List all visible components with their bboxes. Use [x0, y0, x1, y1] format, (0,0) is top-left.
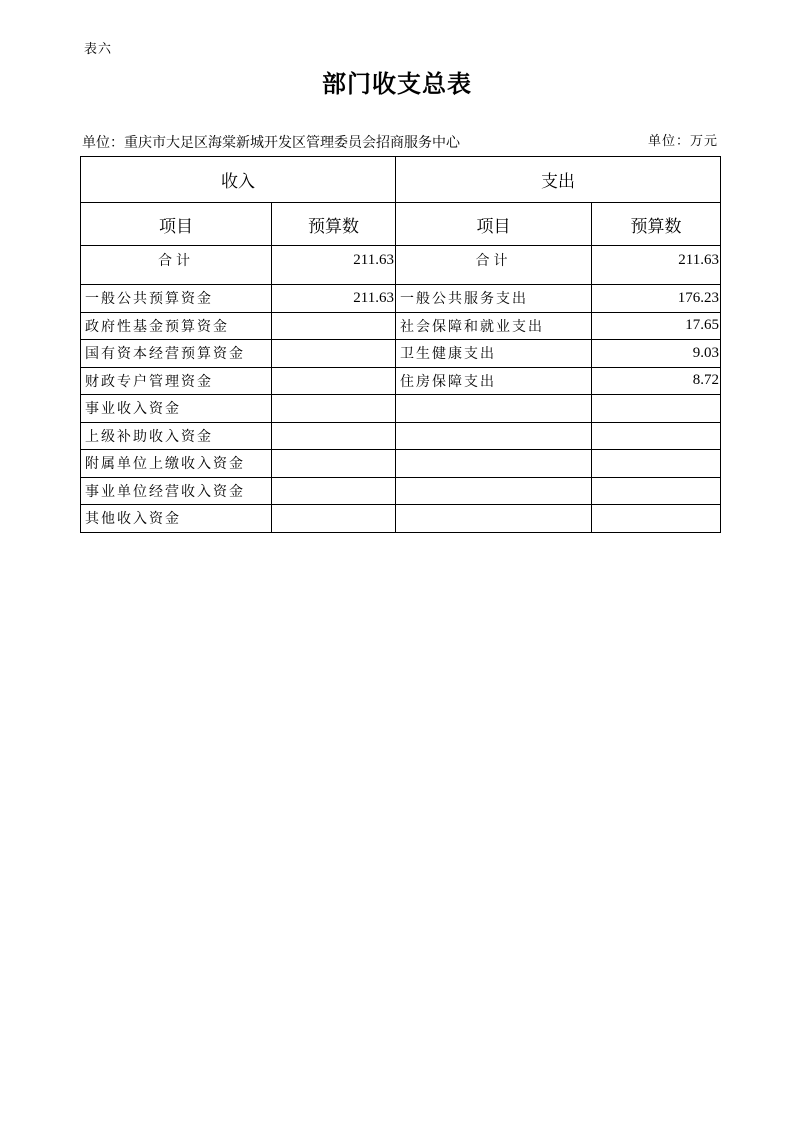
- table-row: [81, 505, 721, 533]
- expense-item: [396, 422, 592, 450]
- expense-total-value: 211.63: [592, 246, 721, 285]
- table-row: [81, 395, 721, 423]
- expense-header: 支出: [396, 157, 721, 203]
- unit-organization: 单位：重庆市大足区海棠新城开发区管理委员会招商服务中心: [82, 135, 460, 151]
- income-value: [272, 340, 396, 368]
- income-value: [272, 395, 396, 423]
- table-row: [81, 477, 721, 505]
- income-item: 财政专户管理资金: [81, 367, 272, 395]
- page-title: 部门收支总表: [322, 69, 472, 98]
- total-row: [81, 246, 721, 285]
- expense-item: 住房保障支出: [396, 367, 592, 395]
- income-total-value: 211.63: [272, 246, 396, 285]
- income-value: [272, 367, 396, 395]
- expense-item-header: 项目: [396, 203, 592, 246]
- income-item: 政府性基金预算资金: [81, 312, 272, 340]
- expense-budget-header: 预算数: [592, 203, 721, 246]
- income-value: [272, 450, 396, 478]
- income-budget-header: 预算数: [272, 203, 396, 246]
- income-item: 一般公共预算资金: [81, 285, 272, 313]
- expense-item: 社会保障和就业支出: [396, 312, 592, 340]
- income-item: 上级补助收入资金: [81, 422, 272, 450]
- table-row: [81, 312, 721, 340]
- unit-currency: 单位：万元: [647, 134, 718, 149]
- table-row: [81, 340, 721, 368]
- expense-value: [592, 477, 721, 505]
- expense-item: [396, 477, 592, 505]
- table-row: [81, 367, 721, 395]
- table-number-tag: 表六: [84, 42, 113, 57]
- expense-value: 9.03: [592, 340, 721, 368]
- expense-total-label: 合计: [396, 246, 592, 285]
- income-item: 事业单位经营收入资金: [81, 477, 272, 505]
- expense-item: [396, 505, 592, 533]
- expense-item: [396, 450, 592, 478]
- income-value: [272, 505, 396, 533]
- meta-row: [82, 132, 720, 152]
- expense-value: [592, 395, 721, 423]
- income-total-label: 合计: [81, 246, 272, 285]
- expense-value: [592, 422, 721, 450]
- income-value: [272, 422, 396, 450]
- column-header-row: [81, 203, 721, 246]
- income-item: 事业收入资金: [81, 395, 272, 423]
- table-row: [81, 285, 721, 313]
- expense-value: 8.72: [592, 367, 721, 395]
- expense-value: 176.23: [592, 285, 721, 313]
- income-header: 收入: [81, 157, 396, 203]
- expense-item: 卫生健康支出: [396, 340, 592, 368]
- expense-value: [592, 505, 721, 533]
- budget-summary-table: [80, 156, 721, 533]
- expense-item: 一般公共服务支出: [396, 285, 592, 313]
- section-header-row: [81, 157, 721, 203]
- expense-item: [396, 395, 592, 423]
- income-value: [272, 312, 396, 340]
- table-row: [81, 450, 721, 478]
- income-value: 211.63: [272, 285, 396, 313]
- expense-value: [592, 450, 721, 478]
- expense-value: 17.65: [592, 312, 721, 340]
- income-item: 其他收入资金: [81, 505, 272, 533]
- income-item: 附属单位上缴收入资金: [81, 450, 272, 478]
- income-value: [272, 477, 396, 505]
- income-item: 国有资本经营预算资金: [81, 340, 272, 368]
- income-item-header: 项目: [81, 203, 272, 246]
- table-row: [81, 422, 721, 450]
